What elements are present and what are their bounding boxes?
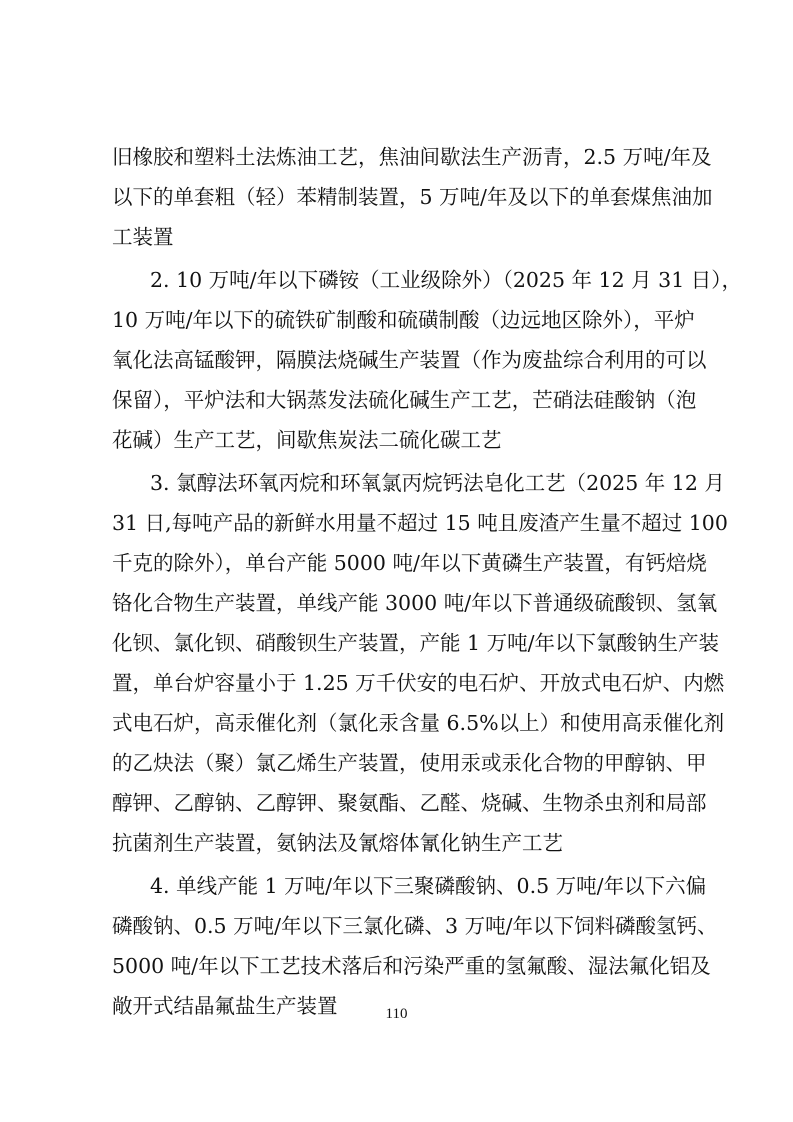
- paragraph-line: 10 万吨/年以下的硫铁矿制酸和硫磺制酸（边远地区除外），平炉: [112, 308, 695, 332]
- item-4-first-line: 4. 单线产能 1 万吨/年以下三聚磷酸钠、0.5 万吨/年以下六偏: [150, 874, 707, 898]
- paragraph-line: 化钡、氯化钡、硝酸钡生产装置，产能 1 万吨/年以下氯酸钠生产装: [112, 631, 719, 655]
- paragraph-line: 旧橡胶和塑料土法炼油工艺，焦油间歇法生产沥青，2.5 万吨/年及: [112, 145, 712, 169]
- paragraph-line: 千克的除外），单台产能 5000 吨/年以下黄磷生产装置，有钙焙烧: [112, 551, 707, 575]
- paragraph-line: 敞开式结晶氟盐生产装置: [112, 994, 338, 1018]
- paragraph-line: 花碱）生产工艺，间歇焦炭法二硫化碳工艺: [112, 428, 502, 452]
- item-2-first-line: 2. 10 万吨/年以下磷铵（工业级除外）（2025 年 12 月 31 日），: [150, 268, 743, 292]
- paragraph-line: 工装置: [112, 225, 174, 249]
- paragraph-line: 的乙炔法（聚）氯乙烯生产装置，使用汞或汞化合物的甲醇钠、甲: [112, 751, 707, 775]
- item-3-first-line: 3. 氯醇法环氧丙烷和环氧氯丙烷钙法皂化工艺（2025 年 12 月: [150, 471, 725, 495]
- paragraph-line: 式电石炉，高汞催化剂（氯化汞含量 6.5%以上）和使用高汞催化剂: [112, 711, 725, 735]
- page-number: 110: [385, 1006, 408, 1022]
- paragraph-line: 31 日,每吨产品的新鲜水用量不超过 15 吨且废渣产生量不超过 100: [112, 511, 728, 535]
- paragraph-line: 5000 吨/年以下工艺技术落后和污染严重的氢氟酸、湿法氟化铝及: [112, 954, 711, 978]
- paragraph-line: 铬化合物生产装置，单线产能 3000 吨/年以下普通级硫酸钡、氢氧: [112, 591, 718, 615]
- paragraph-line: 以下的单套粗（轻）苯精制装置，5 万吨/年及以下的单套煤焦油加: [112, 185, 713, 209]
- paragraph-line: 醇钾、乙醇钠、乙醇钾、聚氨酯、乙醛、烧碱、生物杀虫剂和局部: [112, 791, 707, 815]
- paragraph-line: 保留），平炉法和大锅蒸发法硫化碱生产工艺，芒硝法硅酸钠（泡: [112, 388, 697, 412]
- paragraph-line: 氧化法高锰酸钾，隔膜法烧碱生产装置（作为废盐综合利用的可以: [112, 348, 707, 372]
- paragraph-line: 置，单台炉容量小于 1.25 万千伏安的电石炉、开放式电石炉、内燃: [112, 671, 725, 695]
- paragraph-line: 抗菌剂生产装置，氨钠法及氰熔体氰化钠生产工艺: [112, 831, 563, 855]
- paragraph-line: 磷酸钠、0.5 万吨/年以下三氯化磷、3 万吨/年以下饲料磷酸氢钙、: [112, 914, 718, 938]
